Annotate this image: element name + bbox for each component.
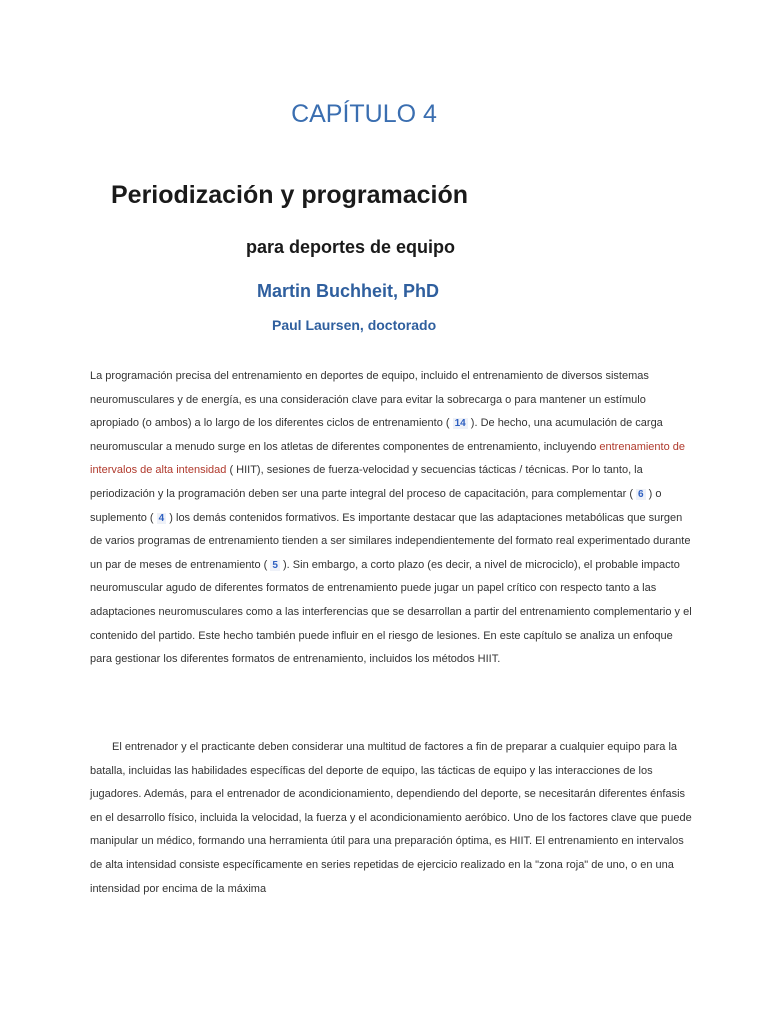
chapter-heading: CAPÍTULO 4 (291, 100, 437, 128)
paragraph-text: ). Sin embargo, a corto plazo (es decir, a nivel de microciclo), el probable impacto neuromuscular agudo de diferentes formatos de entrenamiento puede jugar un papel crítico con respecto tanto a las adaptaciones neuromusculares como a las interferencias que se desarrollan a partir del entrenamiento complementario y el contenido del partido. Este hecho también puede influir en el riesgo de lesiones. En este capítulo se analiza un enfoque para gestionar los diferentes formatos de entrenamiento, incluidos los métodos HIIT. (90, 558, 692, 666)
reference-link[interactable]: 14 (454, 418, 466, 430)
paragraph-text: ) los demás contenidos formativos. Es importante destacar que las adaptaciones metabólicas que surgen de varios programas de entrenamiento tienden a ser similares independientemente del formato real experimentado durante un par de meses de entrenamiento ( (90, 511, 691, 571)
chapter-title: Periodización y programación (111, 181, 469, 209)
author-primary: Martin Buchheit, PhD (257, 281, 440, 301)
reference-link[interactable]: 4 (158, 512, 165, 524)
body-paragraph-2: El entrenador y el practicante deben considerar una multitud de factores a fin de preparar a cualquier equipo para la batalla, incluidas las habilidades específicas del deporte de equipo, las tácticas de equipo y las interacciones de los jugadores. Además, para el entrenador de acondicionamiento, dependiendo del deporte, se necesitarán diferentes énfasis en el desarrollo físico, incluida la velocidad, la fuerza y el acondicionamiento aeróbico. Uno de los factores clave que puede manipular un médico, formando una herramienta útil para una preparación óptima, es HIIT. El entrenamiento en intervalos de alta intensidad consiste específicamente en series repetidas de ejercicio realizado en la "zona roja" de uno, o en una intensidad por encima de la máxima (90, 741, 692, 895)
reference-link[interactable]: 5 (272, 559, 278, 571)
paragraph-text: La programación precisa del entrenamiento en deportes de equipo, incluido el entrenamiento de diversos sistemas neuromusculares y de energía, es una consideración clave para evitar la sobrecarga o para mantener un estímulo apropiado (o ambos) a lo largo de los diferentes ciclos de entrenamiento ( (90, 370, 649, 430)
reference-link[interactable]: 6 (638, 488, 644, 500)
paragraph-text: ) o suplemento ( (90, 487, 662, 524)
paragraph-text: ( HIIT), sesiones de fuerza-velocidad y secuencias tácticas / técnicas. Por lo tanto, la periodización y la programación deben ser una parte integral del proceso de capacitación, para complementar ( (90, 464, 643, 500)
chapter-subtitle: para deportes de equipo (246, 237, 456, 257)
author-secondary: Paul Laursen, doctorado (272, 317, 437, 333)
highlighted-term-link[interactable]: entrenamiento de intervalos de alta intensidad (90, 440, 686, 477)
body-paragraph-1 (90, 365, 692, 672)
paragraph-text: ). De hecho, una acumulación de carga neuromuscular a menudo surge en los atletas de diferentes componentes de entrenamiento, incluyendo (90, 417, 663, 453)
